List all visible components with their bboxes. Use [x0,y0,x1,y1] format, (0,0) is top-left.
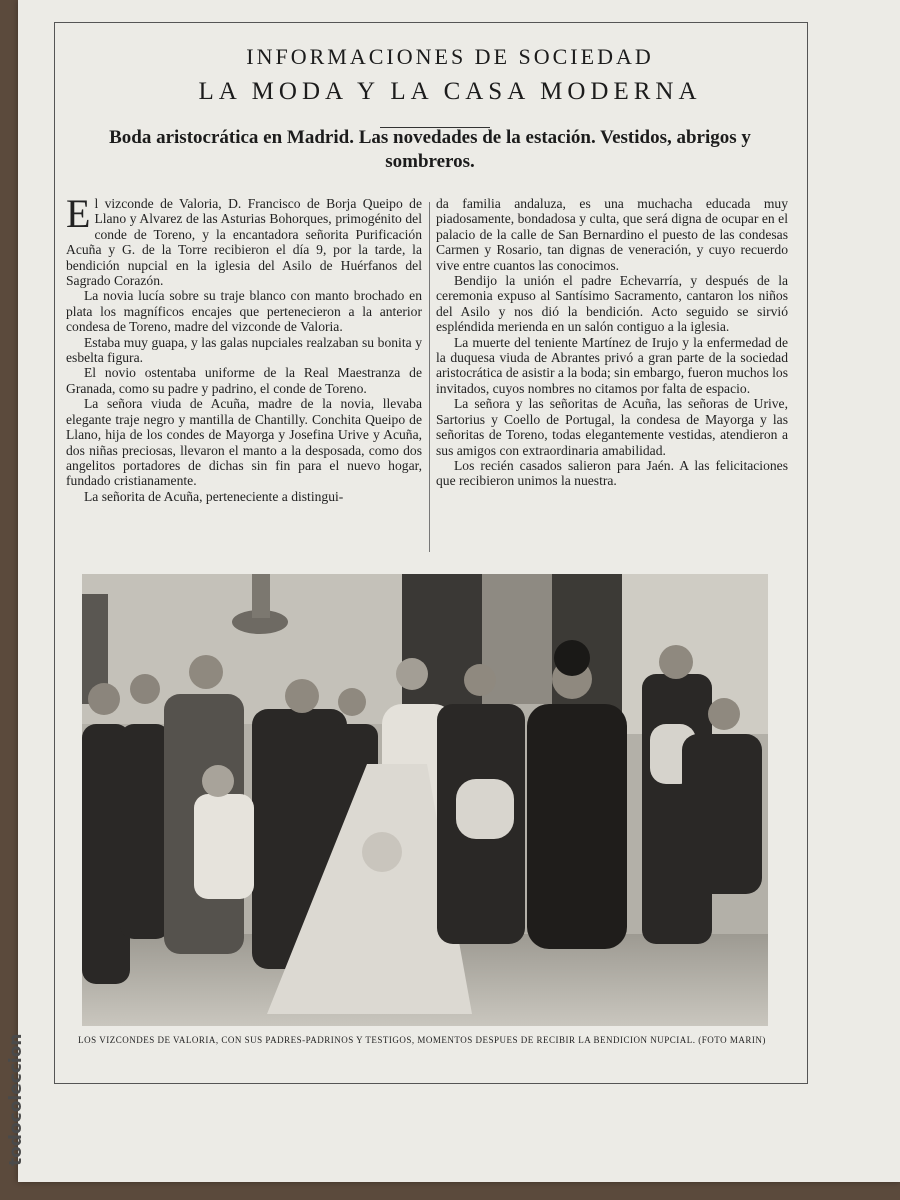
paragraph: Los recién casados salieron para Jaén. A las felicitaciones que recibieron unimos la nuestra. [436,457,788,489]
paragraph: La novia lucía sobre su traje blanco con manto brochado en plata los magníficos encajes que pertenecieron a la anterior condesa de Toreno, madre del vizconde de Valoria. [66,288,422,335]
paragraph: La señora y las señoritas de Acuña, las señoras de Urive, Sartorius y Coello de Portugal, la condesa de Mayorga y las señoritas de Toreno, todas elegantemente vestidas, atendieron a sus amigos con extraordinaria amabilidad. [436,396,788,458]
paragraph: La señorita de Acuña, perteneciente a distingui- [84,488,344,504]
section-title: INFORMACIONES DE SOCIEDAD [246,44,654,69]
paragraph: La señora viuda de Acuña, madre de la novia, llevaba elegante traje negro y mantilla de Chantilly. Conchita Queipo de Llano, hija de los condes de Mayorga y Josefina Urive y Acuña, dos niñas preciosas, llevaron el manto a la desposada, como dos angelitos portadores de dichas sin fin para el nuevo hogar, fundado cristianamente. [66,396,422,489]
watermark: todocoleccion [6,1033,26,1167]
paragraph: l vizconde de Valoria, D. Francisco de Borja Queipo de Llano y Alvarez de las Asturias Bohorques, primogénito del conde de Toreno, y la encantadora señorita Purificación Acuña y G. de la Torre recibieron el día 9, por la tarde, la bendición nupcial en la iglesia del Asilo de Huérfanos del Sagrado Corazón. [66,196,422,289]
paragraph: Estaba muy guapa, y las galas nupciales realzaban su bonita y esbelta figura. [66,334,422,366]
wedding-photo-illustration [82,574,768,1026]
photo-caption: LOS VIZCONDES DE VALORIA, CON SUS PADRES-PADRINOS Y TESTIGOS, MOMENTOS DESPUES DE RECIBIR LA BENDICION NUPCIAL. (FOTO MARIN) [78,1035,766,1045]
article-subtitle: Boda aristocrática en Madrid. Las novedades de la estación. Vestidos, abrigos y sombreros. [109,127,751,172]
page-title: LA MODA Y LA CASA MODERNA [198,78,702,105]
drop-cap: E [66,191,91,236]
article-column-left [66,191,422,504]
wedding-photo [82,574,768,1026]
column-divider [429,202,430,552]
paragraph: Bendijo la unión el padre Echevarría, y después de la ceremonia expuso al Santísimo Sacramento, cantaron los niños del Asilo y nos dió la bendición. Acto seguido se sirvió espléndida merienda en un salón contiguo a la iglesia. [436,273,788,335]
article-column-right [436,196,788,489]
paragraph: da familia andaluza, es una muchacha educada muy piadosamente, bondadosa y culta, que será digna de ocupar en el palacio de la calle de San Bernardino el puesto de las condesas Carmen y Rosario, tan dignas de veneración, y cuyo recuerdo vive entre cuantos las conocimos. [436,196,788,273]
paragraph: El novio ostentaba uniforme de la Real Maestranza de Granada, como su padre y padrino, el conde de Toreno. [66,365,422,396]
paragraph: La muerte del teniente Martínez de Irujo y la enfermedad de la duquesa viuda de Abrantes privó a gran parte de la sociedad aristocrática de asistir a la boda; sin embargo, fueron muchos los invitados, cuyos nombres no citamos por falta de espacio. [436,334,788,396]
